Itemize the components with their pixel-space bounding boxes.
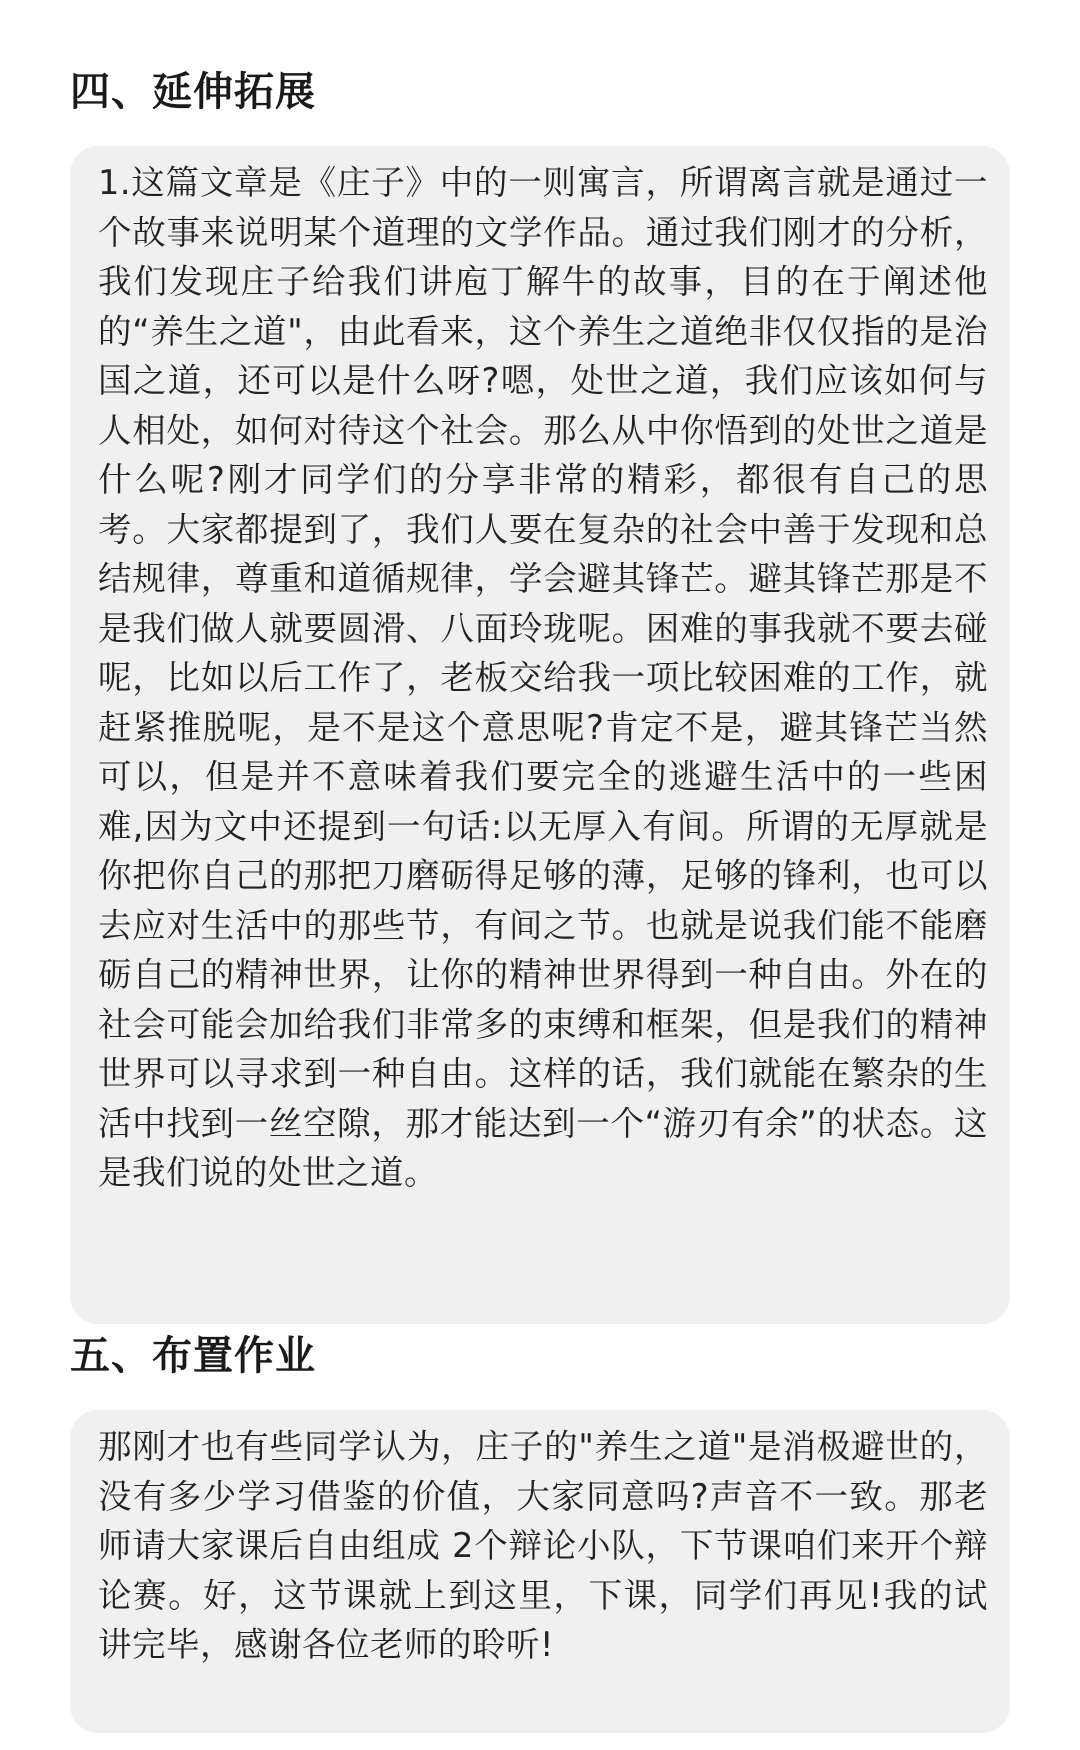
section-heading: 四、延伸拓展 [70,69,316,115]
section-homework [70,1330,1010,1733]
section-heading: 五、布置作业 [70,1333,316,1379]
section-text-card: 1.这篇文章是《庄子》中的一则寓言，所谓离言就是通过一个故事来说明某个道理的文学作品。通过我们刚才的分析，我们发现庄子给我们讲庖丁解牛的故事，目的在于阐述他的“养生之道"，由此看来，这个养生之道绝非仅仅指的是治国之道，还可以是什么呀?嗯，处世之道，我们应该如何与人相处，如何对待这个社会。那么从中你悟到的处世之道是什么呢?刚才同学们的分享非常的精彩，都很有自己的思考。大家都提到了，我们人要在复杂的社会中善于发现和总结规律，尊重和道循规律，学会避其锋芒。避其锋芒那是不是我们做人就要圆滑、八面玲珑呢。困难的事我就不要去碰呢，比如以后工作了，老板交给我一项比较困难的工作，就赶紧推脱呢，是不是这个意思呢?肯定不是，避其锋芒当然可以，但是并不意味着我们要完全的逃避生活中的一些困难,因为文中还提到一句话:以无厚入有间。所谓的无厚就是你把你自己的那把刀磨砺得足够的薄，足够的锋利，也可以去应对生活中的那些节，有间之节。也就是说我们能不能磨砺自己的精神世界，让你的精神世界得到一种自由。外在的社会可能会加给我们非常多的束缚和框架，但是我们的精神世界可以寻求到一种自由。这样的话，我们就能在繁杂的生活中找到一丝空隙，那才能达到一个“游刃有余”的状态。这是我们说的处世之道。 [70,146,1010,1324]
section-text-card: 那刚才也有些同学认为，庄子的"养生之道"是消极避世的，没有多少学习借鉴的价值，大家同意吗?声音不一致。那老师请大家课后自由组成 2个辩论小队，下节课咱们来开个辩论赛。好，这节课就上到这里，下课，同学们再见!我的试讲完毕，感谢各位老师的聆听! [70,1410,1010,1733]
section-extension [70,66,1010,1324]
